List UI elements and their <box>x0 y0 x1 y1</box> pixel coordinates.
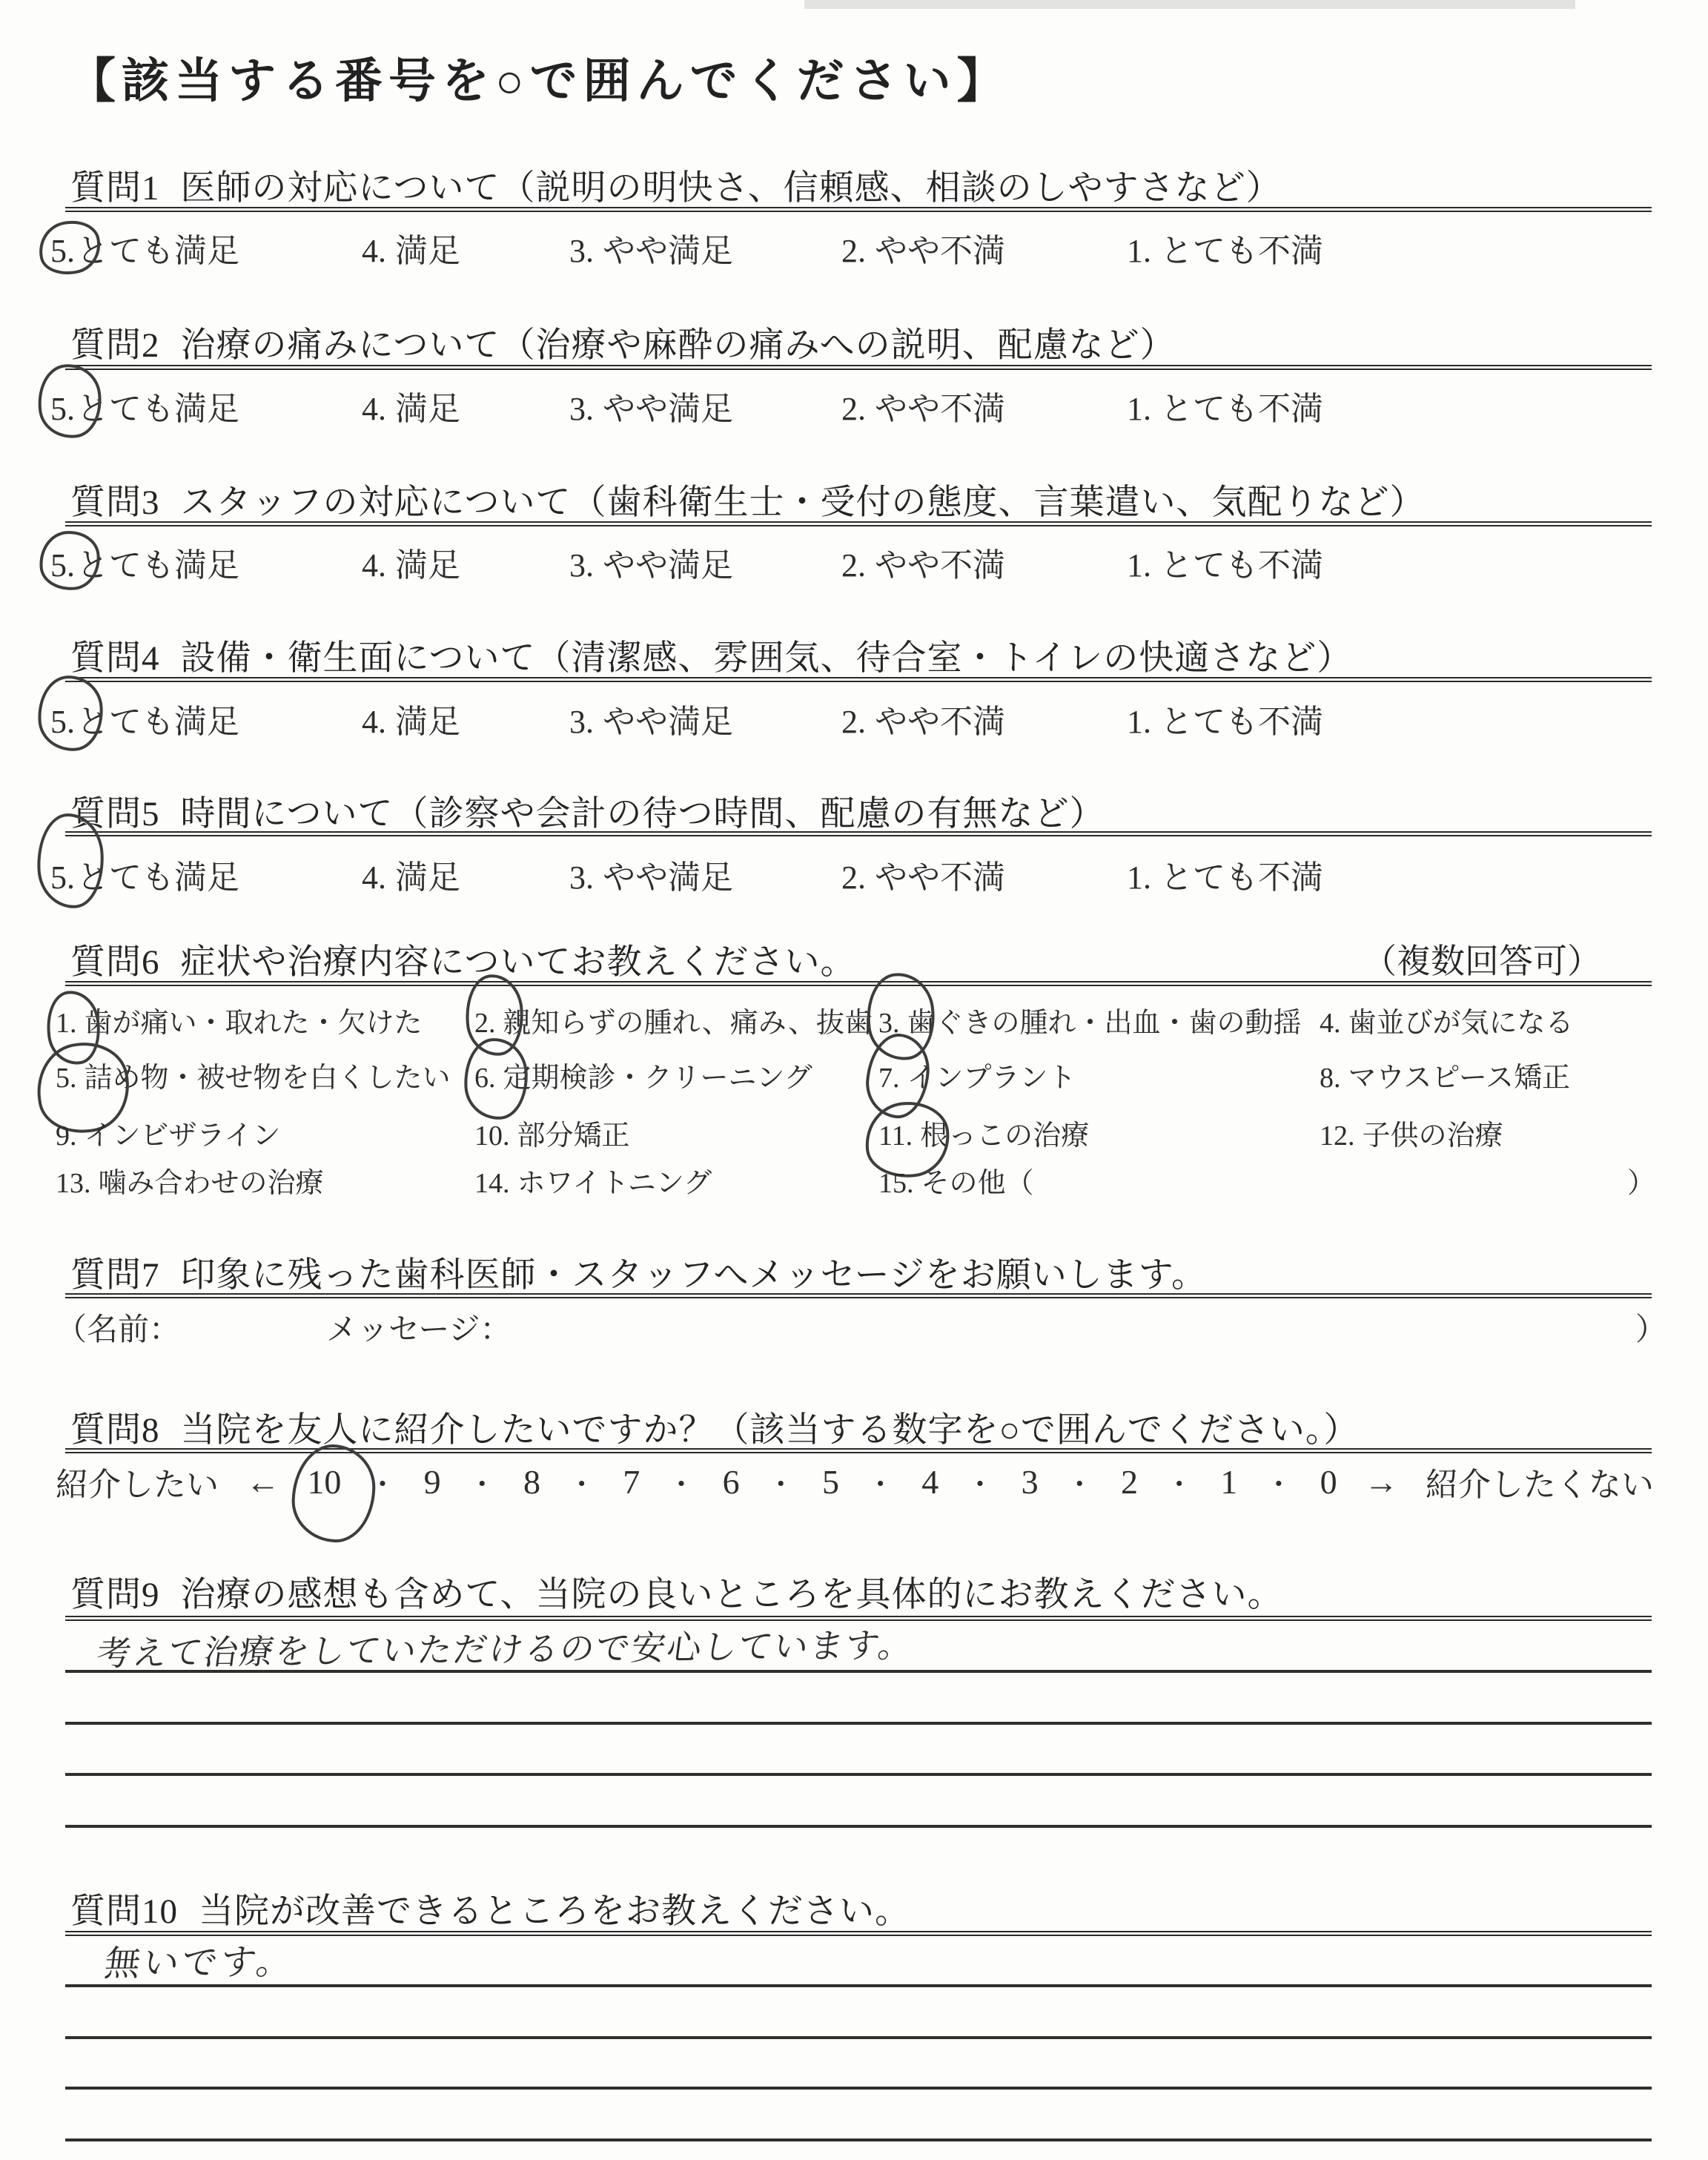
option-text: とても不満 <box>1160 859 1323 896</box>
symptom-option-1 <box>56 1000 423 1040</box>
scale-number-5: 5 <box>821 1462 839 1501</box>
symptom-option-7 <box>878 1054 1076 1095</box>
question-label: 質問3 <box>70 483 160 522</box>
option-number: 1. <box>1127 233 1151 269</box>
option-number: 4. <box>362 391 386 427</box>
option-number: 5. <box>56 1063 77 1094</box>
option-number: 1. <box>1127 704 1151 740</box>
option-text: 親知らずの腫れ、痛み、抜歯 <box>503 1008 873 1039</box>
scale-number-3: 3 <box>1021 1462 1039 1501</box>
scale-number-2: 2 <box>1120 1462 1138 1501</box>
symptom-option-14 <box>474 1160 712 1200</box>
option-number: 4. <box>1320 1008 1341 1039</box>
question-6-row-2 <box>0 1054 1708 1099</box>
option-text: マウスピース矯正 <box>1348 1063 1570 1094</box>
question-label: 質問7 <box>70 1256 160 1295</box>
question-label: 質問8 <box>70 1411 160 1450</box>
option-text: ホワイトニング <box>517 1168 712 1199</box>
answer-line <box>65 1984 1652 1987</box>
answer-line <box>65 2036 1652 2039</box>
option-text: 部分矯正 <box>517 1120 630 1152</box>
section-rule <box>65 1931 1652 1936</box>
question-5-header <box>70 786 1105 836</box>
scan-artifact <box>804 0 1575 9</box>
scale-separator: ・ <box>1165 1469 1194 1501</box>
section-rule <box>65 677 1652 682</box>
option-number: 7. <box>878 1063 900 1094</box>
symptom-option-6 <box>474 1054 812 1095</box>
number-text: 10 <box>307 1462 342 1501</box>
symptom-option-9 <box>56 1112 280 1153</box>
option-text: 歯が痛い・取れた・欠けた <box>84 1008 423 1039</box>
option-text: 噛み合わせの治療 <box>98 1168 324 1199</box>
question-4-options <box>0 695 1708 742</box>
option-number: 15. <box>878 1168 914 1199</box>
symptom-option-13 <box>56 1160 324 1200</box>
question-9-header <box>70 1567 1283 1616</box>
question-prompt: 症状や治療内容についてお教えください。 <box>180 943 856 982</box>
option-text: その他（ <box>921 1168 1034 1199</box>
option-number: 5. <box>50 704 75 740</box>
option-text: やや不満 <box>875 547 1005 584</box>
option-text: 満足 <box>395 391 460 427</box>
option-number: 5. <box>50 233 75 269</box>
question-3-header <box>70 475 1426 524</box>
option-text: インビザライン <box>84 1120 281 1152</box>
symptom-option-11 <box>878 1112 1089 1153</box>
section-rule <box>65 521 1652 526</box>
rating-option-1 <box>1127 538 1323 586</box>
scale-separator: ・ <box>965 1469 994 1501</box>
question-4-header <box>70 630 1352 680</box>
scale-separator: ・ <box>666 1469 695 1501</box>
answer-line <box>65 2087 1652 2090</box>
question-6-row-1 <box>0 1000 1708 1044</box>
option-number: 1. <box>56 1008 77 1039</box>
scale-number-8: 8 <box>523 1462 540 1501</box>
scale-separator: ・ <box>767 1469 795 1501</box>
option-number: 2. <box>841 859 866 896</box>
section-rule <box>65 207 1652 212</box>
option-number: 13. <box>56 1168 91 1199</box>
rating-option-5 <box>50 382 239 429</box>
rating-option-2 <box>841 695 1005 742</box>
symptom-option-2 <box>474 1000 873 1040</box>
option-text: とても不満 <box>1160 233 1323 269</box>
option-text: とても満足 <box>76 233 239 269</box>
scale-separator: ・ <box>368 1469 397 1501</box>
option-text: 満足 <box>395 704 460 740</box>
scale-number-0: 0 <box>1320 1462 1337 1501</box>
question-6-header <box>70 934 856 984</box>
question-label: 質問6 <box>70 943 160 982</box>
symptom-option-5 <box>56 1054 451 1095</box>
symptom-option-4 <box>1320 1000 1574 1040</box>
rating-option-2 <box>841 224 1005 271</box>
option-text: とても満足 <box>76 704 239 740</box>
symptom-option-12 <box>1320 1112 1503 1153</box>
question-prompt: 治療の痛みについて（治療や麻酔の痛みへの説明、配慮など） <box>180 326 1176 365</box>
option-number: 3. <box>878 1008 900 1039</box>
scale-number-6: 6 <box>722 1462 740 1501</box>
section-rule <box>65 1293 1652 1298</box>
answer-line <box>65 2138 1652 2141</box>
scale-separator: ・ <box>567 1469 596 1501</box>
option-number: 4. <box>362 859 386 896</box>
question-5-options <box>0 851 1708 898</box>
option-text: やや満足 <box>603 391 733 427</box>
option-text: とても満足 <box>76 859 239 896</box>
question-prompt: 当院が改善できるところをお教えください。 <box>199 1892 910 1931</box>
question-prompt: 当院を友人に紹介したいですか？（該当する数字を○で囲んでください。） <box>180 1411 1360 1450</box>
option-number: 6. <box>474 1063 496 1094</box>
question-label: 質問4 <box>70 639 160 678</box>
answer-line <box>65 1825 1652 1828</box>
option-text: とても満足 <box>76 547 239 584</box>
nps-scale <box>56 1458 1654 1505</box>
symptom-option-10 <box>474 1112 630 1153</box>
question-6-row-3 <box>0 1112 1708 1157</box>
rating-option-4 <box>362 538 460 586</box>
option-text: やや不満 <box>875 859 1005 896</box>
multiple-answers-note: （複数回答可） <box>1363 942 1601 980</box>
right-arrow-icon: → <box>1364 1462 1399 1501</box>
option-number: 3. <box>569 233 594 269</box>
scale-separator: ・ <box>468 1469 497 1501</box>
section-rule <box>65 365 1652 370</box>
option-number: 5. <box>50 391 75 427</box>
option-text: 子供の治療 <box>1362 1120 1503 1152</box>
option-number: 5. <box>50 547 75 584</box>
rating-option-1 <box>1127 851 1323 898</box>
scale-separator: ・ <box>1264 1469 1293 1501</box>
option-number: 9. <box>56 1120 77 1152</box>
option-number: 2. <box>841 391 866 427</box>
question-7-header <box>70 1247 1207 1297</box>
option-number: 3. <box>569 704 594 740</box>
question-10-header <box>70 1883 910 1933</box>
question-prompt: スタッフの対応について（歯科衛生士・受付の態度、言葉遣い、気配りなど） <box>180 483 1426 522</box>
handwritten-answer-q10: 無いです。 <box>102 1942 298 1984</box>
section-rule <box>65 831 1652 836</box>
option-text: やや不満 <box>875 233 1005 269</box>
option-number: 14. <box>474 1168 510 1199</box>
option-text: 定期検診・クリーニング <box>503 1063 812 1094</box>
question-label: 質問2 <box>70 326 160 365</box>
symptom-option-8 <box>1320 1054 1570 1095</box>
question-prompt: 治療の感想も含めて、当院の良いところを具体的にお教えください。 <box>180 1576 1283 1614</box>
scale-label-not-recommend: 紹介したくない <box>1425 1467 1654 1503</box>
question-prompt: 設備・衛生面について（清潔感、雰囲気、待合室・トイレの快適さなど） <box>180 639 1353 678</box>
option-text: やや不満 <box>875 704 1005 740</box>
scale-number-10 <box>307 1462 341 1502</box>
option-text: 歯ぐきの腫れ・出血・歯の動揺 <box>907 1008 1302 1039</box>
rating-option-1 <box>1127 695 1323 742</box>
question-prompt: 印象に残った歯科医師・スタッフへメッセージをお願いします。 <box>180 1256 1207 1295</box>
option-number: 5. <box>50 859 75 896</box>
scale-number-9: 9 <box>423 1462 441 1501</box>
rating-option-1 <box>1127 382 1323 429</box>
question-2-options <box>0 382 1708 429</box>
option-number: 2. <box>474 1008 496 1039</box>
option-number: 1. <box>1127 859 1151 896</box>
closing-paren: ） <box>1635 1313 1667 1347</box>
option-number: 1. <box>1127 547 1151 584</box>
scale-separator: ・ <box>866 1469 895 1501</box>
scale-number-4: 4 <box>921 1462 939 1501</box>
option-text: やや不満 <box>875 391 1005 427</box>
option-text: 歯並びが気になる <box>1348 1008 1574 1039</box>
answer-line <box>65 1773 1652 1776</box>
option-number: 4. <box>362 233 386 269</box>
rating-option-3 <box>569 695 733 742</box>
rating-option-3 <box>569 538 733 586</box>
scale-label-recommend: 紹介したい <box>56 1467 219 1503</box>
question-8-header <box>70 1402 1359 1452</box>
question-prompt: 時間について（診察や会計の待つ時間、配慮の有無など） <box>180 795 1105 833</box>
option-text: 満足 <box>395 859 460 896</box>
option-text: やや満足 <box>603 859 733 896</box>
page-title: 【該当する番号を○で囲んでください】 <box>68 55 1010 108</box>
rating-option-4 <box>362 224 460 271</box>
section-rule <box>65 981 1652 986</box>
answer-line <box>65 1670 1652 1673</box>
rating-option-3 <box>569 224 733 271</box>
symptom-option-3 <box>878 1000 1302 1040</box>
question-1-options <box>0 224 1708 271</box>
option-text: インプラント <box>907 1063 1076 1094</box>
scale-number-1: 1 <box>1220 1462 1238 1501</box>
question-label: 質問10 <box>70 1892 178 1931</box>
rating-option-5 <box>50 224 239 271</box>
option-number: 2. <box>841 704 866 740</box>
option-number: 4. <box>362 547 386 584</box>
scale-number-7: 7 <box>623 1462 640 1501</box>
closing-paren: ） <box>1627 1168 1656 1199</box>
question-label: 質問1 <box>70 169 160 208</box>
option-text: やや満足 <box>603 547 733 584</box>
rating-option-4 <box>362 382 460 429</box>
option-text: 満足 <box>395 547 460 584</box>
option-text: とても不満 <box>1160 704 1323 740</box>
rating-option-5 <box>50 695 239 742</box>
rating-option-1 <box>1127 224 1323 271</box>
rating-option-2 <box>841 382 1005 429</box>
question-1-header <box>70 160 1282 210</box>
option-text: 根っこの治療 <box>920 1120 1090 1152</box>
question-2-header <box>70 317 1176 367</box>
rating-option-5 <box>50 538 239 586</box>
option-text: やや満足 <box>603 233 733 269</box>
message-field-label: メッセージ： <box>326 1313 512 1347</box>
scale-separator: ・ <box>1065 1469 1094 1501</box>
option-text: やや満足 <box>603 704 733 740</box>
question-label: 質問9 <box>70 1576 160 1614</box>
rating-option-5 <box>50 851 239 898</box>
symptom-option-15-other <box>878 1160 1034 1200</box>
option-number: 11. <box>878 1120 913 1152</box>
left-arrow-icon: ← <box>245 1462 280 1501</box>
option-number: 12. <box>1320 1120 1355 1152</box>
option-number: 4. <box>362 704 386 740</box>
option-text: 詰め物・被せ物を白くしたい <box>84 1063 451 1094</box>
rating-option-4 <box>362 695 460 742</box>
question-3-options <box>0 538 1708 586</box>
option-number: 3. <box>569 547 594 584</box>
option-text: とても不満 <box>1160 391 1323 427</box>
option-text: 満足 <box>395 233 460 269</box>
answer-line <box>65 1722 1652 1725</box>
option-number: 3. <box>569 391 594 427</box>
option-number: 2. <box>841 233 866 269</box>
name-field-label: （名前： <box>56 1313 181 1347</box>
option-number: 1. <box>1127 391 1151 427</box>
section-rule <box>65 1448 1652 1453</box>
option-text: とても不満 <box>1160 547 1323 584</box>
rating-option-4 <box>362 851 460 898</box>
question-prompt: 医師の対応について（説明の明快さ、信頼感、相談のしやすさなど） <box>180 169 1282 208</box>
rating-option-2 <box>841 538 1005 586</box>
option-text: とても満足 <box>76 391 239 427</box>
rating-option-2 <box>841 851 1005 898</box>
option-number: 10. <box>474 1120 510 1152</box>
question-label: 質問5 <box>70 795 160 833</box>
option-number: 3. <box>569 859 594 896</box>
question-6-row-4 <box>0 1160 1708 1204</box>
option-number: 2. <box>841 547 866 584</box>
rating-option-3 <box>569 851 733 898</box>
rating-option-3 <box>569 382 733 429</box>
option-number: 8. <box>1320 1063 1341 1094</box>
handwritten-answer-q9: 考えて治療をしていただけるので安心しています。 <box>94 1626 916 1673</box>
